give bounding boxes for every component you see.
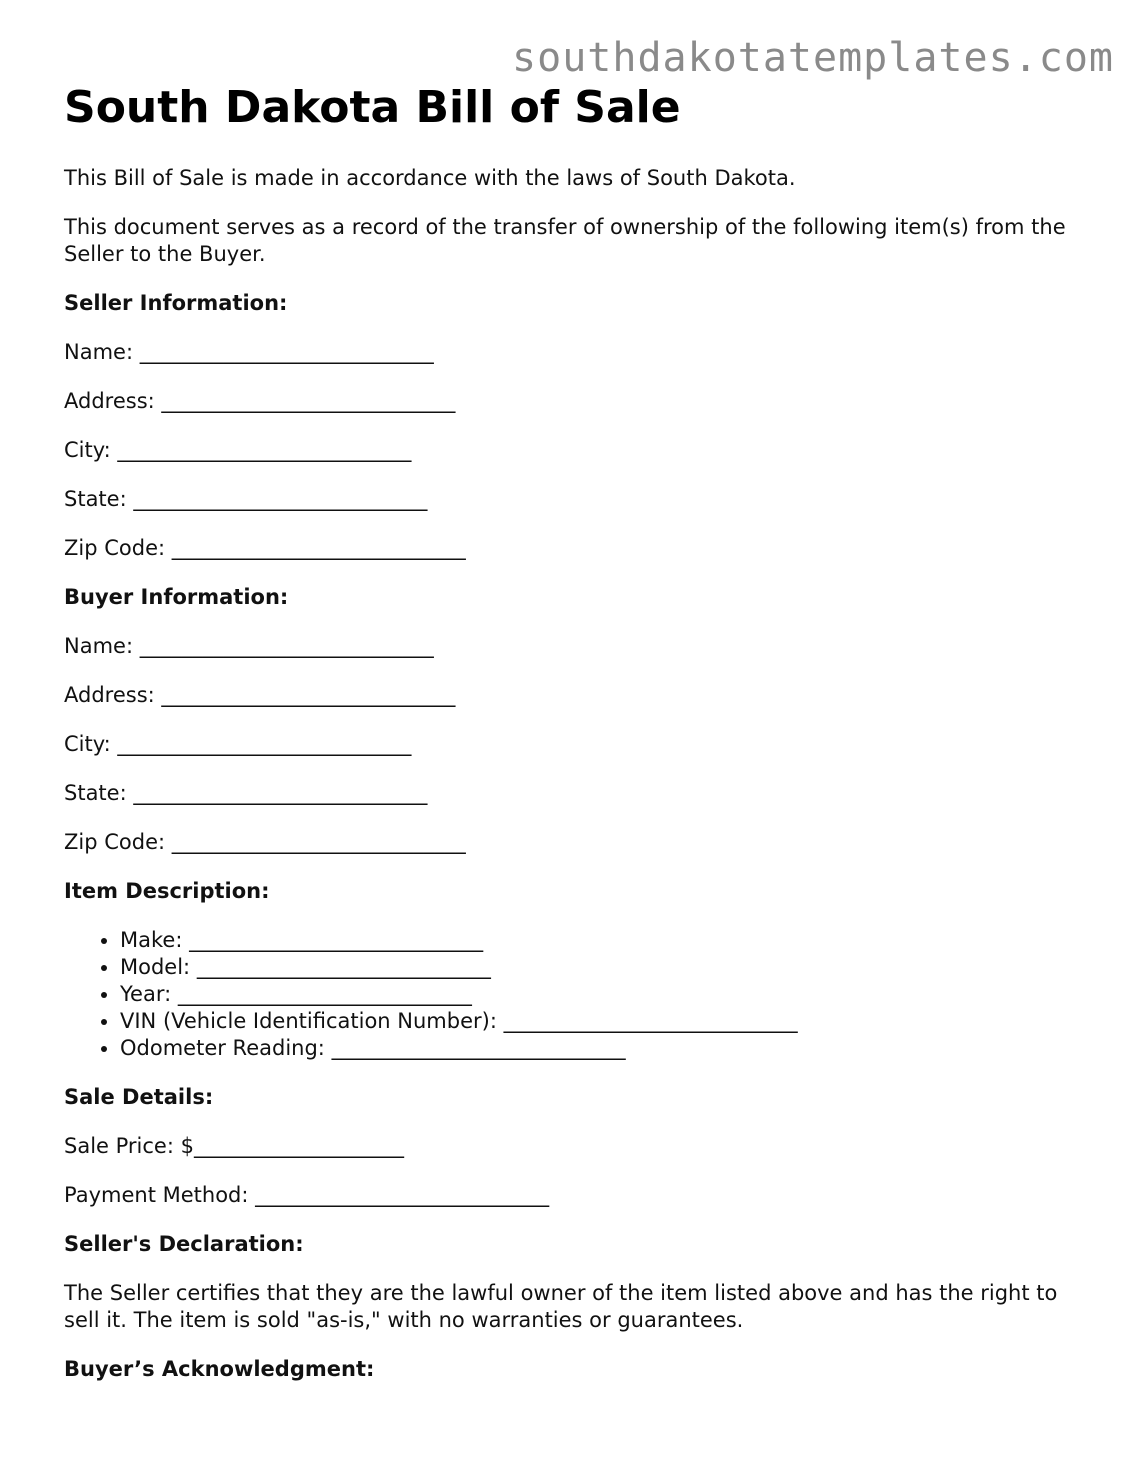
blank-line: ____________________________	[196, 955, 491, 979]
document-page	[64, 82, 1084, 1383]
blank-line: ____________________________	[503, 1009, 798, 1033]
buyer-acknowledgment-heading: Buyer’s Acknowledgment:	[64, 1357, 375, 1381]
watermark: southdakotatemplates.com	[512, 35, 1114, 81]
buyer-address-field[interactable]	[64, 682, 1084, 709]
seller-declaration-text: The Seller certifies that they are the lawful owner of the item listed above and has the right to sell it. The item is sold "as-is," with no warranties or guarantees.	[64, 1281, 1058, 1332]
seller-info-heading: Seller Information:	[64, 291, 288, 315]
blank-line: ____________________________	[331, 1036, 626, 1060]
seller-address-field[interactable]	[64, 388, 1084, 415]
buyer-zip-field[interactable]	[64, 829, 1084, 856]
field-label: Address:	[64, 389, 155, 413]
field-label: Zip Code:	[64, 536, 166, 560]
buyer-city-field[interactable]	[64, 731, 1084, 758]
item-vin-field[interactable]	[120, 1008, 1084, 1035]
field-label: Sale Price: $	[64, 1134, 194, 1158]
intro-paragraph-2: This document serves as a record of the transfer of ownership of the following item(s) from the Seller to the Buyer.	[64, 215, 1066, 266]
blank-line: ____________________________	[255, 1183, 550, 1207]
seller-name-field[interactable]	[64, 339, 1084, 366]
seller-declaration-heading: Seller's Declaration:	[64, 1232, 304, 1256]
field-label: Make:	[120, 928, 183, 952]
blank-line: ____________________________	[171, 830, 466, 854]
seller-state-field[interactable]	[64, 486, 1084, 513]
field-label: Payment Method:	[64, 1183, 249, 1207]
blank-line: ____________________________	[139, 340, 434, 364]
sale-price-field[interactable]	[64, 1133, 1084, 1160]
item-field-list	[64, 927, 1084, 1062]
field-label: City:	[64, 732, 111, 756]
field-label: Year:	[120, 982, 172, 1006]
buyer-name-field[interactable]	[64, 633, 1084, 660]
blank-line: ____________________________	[161, 683, 456, 707]
blank-line: ____________________________	[133, 781, 428, 805]
field-label: Model:	[120, 955, 191, 979]
field-label: Zip Code:	[64, 830, 166, 854]
item-odometer-field[interactable]	[120, 1035, 1084, 1062]
buyer-info-heading: Buyer Information:	[64, 585, 289, 609]
blank-line: ____________________________	[177, 982, 472, 1006]
buyer-state-field[interactable]	[64, 780, 1084, 807]
blank-line: ____________________________	[189, 928, 484, 952]
blank-line: ____________________________	[117, 732, 412, 756]
field-label: City:	[64, 438, 111, 462]
field-label: State:	[64, 781, 127, 805]
blank-line: ____________________________	[117, 438, 412, 462]
sale-details-heading: Sale Details:	[64, 1085, 214, 1109]
blank-line: ____________________________	[161, 389, 456, 413]
blank-line: ____________________________	[133, 487, 428, 511]
seller-zip-field[interactable]	[64, 535, 1084, 562]
field-label: Name:	[64, 634, 134, 658]
field-label: VIN (Vehicle Identification Number):	[120, 1009, 497, 1033]
payment-method-field[interactable]	[64, 1182, 1084, 1209]
item-year-field[interactable]	[120, 981, 1084, 1008]
item-model-field[interactable]	[120, 954, 1084, 981]
intro-paragraph-1: This Bill of Sale is made in accordance with the laws of South Dakota.	[64, 166, 796, 190]
field-label: Odometer Reading:	[120, 1036, 325, 1060]
item-description-heading: Item Description:	[64, 879, 270, 903]
field-label: State:	[64, 487, 127, 511]
blank-line: ____________________________	[171, 536, 466, 560]
blank-line: ____________________	[193, 1134, 404, 1158]
blank-line: ____________________________	[139, 634, 434, 658]
field-label: Address:	[64, 683, 155, 707]
seller-city-field[interactable]	[64, 437, 1084, 464]
document-title: South Dakota Bill of Sale	[64, 82, 681, 133]
item-make-field[interactable]	[120, 927, 1084, 954]
field-label: Name:	[64, 340, 134, 364]
